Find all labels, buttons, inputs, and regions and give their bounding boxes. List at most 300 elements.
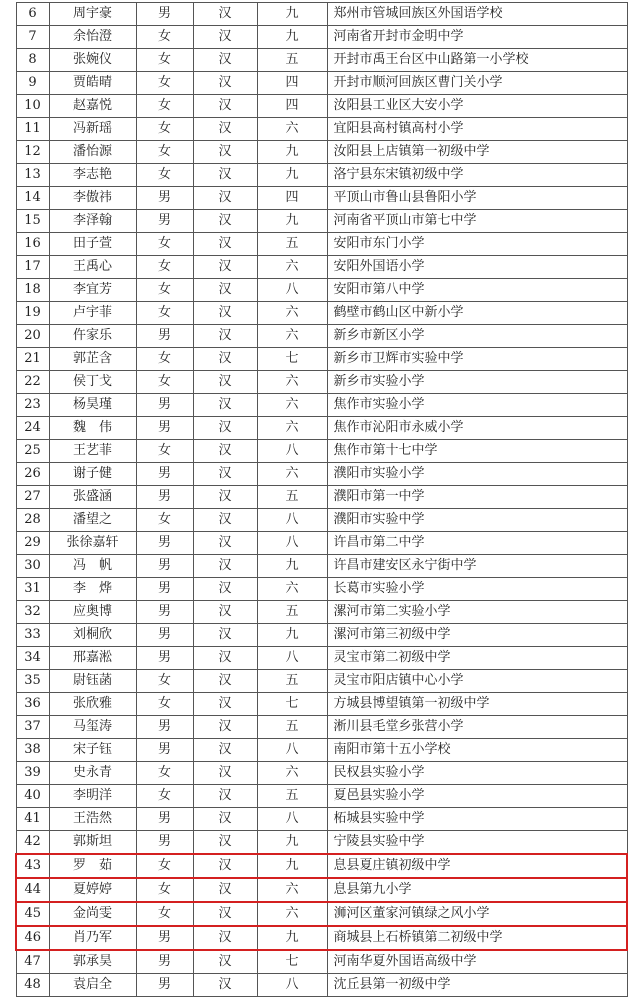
row-number-cell: 31 [16,578,49,601]
grade-cell: 六 [257,417,327,440]
row-number-cell: 11 [16,118,49,141]
gender-cell: 男 [136,974,193,997]
ethnicity-cell: 汉 [193,762,257,785]
table-row-highlighted [16,902,627,926]
gender-cell: 女 [136,279,193,302]
row-number-cell: 20 [16,325,49,348]
student-name-cell: 肖乃军 [49,926,136,950]
ethnicity-cell: 汉 [193,463,257,486]
student-name-cell: 应奥博 [49,601,136,624]
table-row [16,831,627,855]
grade-cell: 五 [257,486,327,509]
ethnicity-cell: 汉 [193,486,257,509]
student-name-cell: 魏 伟 [49,417,136,440]
grade-cell: 九 [257,555,327,578]
gender-cell: 女 [136,854,193,878]
student-name-cell: 郭斯坦 [49,831,136,855]
gender-cell: 女 [136,670,193,693]
ethnicity-cell: 汉 [193,279,257,302]
grade-cell: 五 [257,233,327,256]
table-row [16,302,627,325]
school-name-cell: 濮阳市第一中学 [327,486,627,509]
row-number-cell: 40 [16,785,49,808]
ethnicity-cell: 汉 [193,716,257,739]
student-name-cell: 李志艳 [49,164,136,187]
table-row [16,3,627,26]
student-name-cell: 夏婷婷 [49,878,136,902]
gender-cell: 女 [136,762,193,785]
table-row-highlighted [16,878,627,902]
row-number-cell: 35 [16,670,49,693]
row-number-cell: 22 [16,371,49,394]
row-number-cell: 15 [16,210,49,233]
ethnicity-cell: 汉 [193,210,257,233]
gender-cell: 女 [136,141,193,164]
ethnicity-cell: 汉 [193,902,257,926]
school-name-cell: 安阳市第八中学 [327,279,627,302]
grade-cell: 四 [257,95,327,118]
grade-cell: 九 [257,141,327,164]
grade-cell: 六 [257,878,327,902]
ethnicity-cell: 汉 [193,417,257,440]
school-name-cell: 沈丘县第一初级中学 [327,974,627,997]
gender-cell: 男 [136,417,193,440]
row-number-cell: 18 [16,279,49,302]
school-name-cell: 南阳市第十五小学校 [327,739,627,762]
student-name-cell: 刘桐欣 [49,624,136,647]
student-name-cell: 王艺菲 [49,440,136,463]
ethnicity-cell: 汉 [193,578,257,601]
table-row [16,808,627,831]
student-name-cell: 冯新瑶 [49,118,136,141]
student-name-cell: 王浩然 [49,808,136,831]
ethnicity-cell: 汉 [193,831,257,855]
gender-cell: 女 [136,49,193,72]
school-name-cell: 濮阳市实验小学 [327,463,627,486]
row-number-cell: 45 [16,902,49,926]
school-name-cell: 息县夏庄镇初级中学 [327,854,627,878]
school-name-cell: 宁陵县实验中学 [327,831,627,855]
grade-cell: 六 [257,762,327,785]
grade-cell: 六 [257,902,327,926]
row-number-cell: 32 [16,601,49,624]
roster-body [16,3,627,997]
ethnicity-cell: 汉 [193,394,257,417]
ethnicity-cell: 汉 [193,72,257,95]
school-name-cell: 民权县实验小学 [327,762,627,785]
student-name-cell: 张盛涵 [49,486,136,509]
row-number-cell: 30 [16,555,49,578]
ethnicity-cell: 汉 [193,49,257,72]
school-name-cell: 濮阳市实验中学 [327,509,627,532]
school-name-cell: 新乡市实验小学 [327,371,627,394]
student-name-cell: 张婉仪 [49,49,136,72]
table-row-highlighted [16,926,627,950]
gender-cell: 女 [136,256,193,279]
grade-cell: 四 [257,72,327,95]
student-name-cell: 李宜芳 [49,279,136,302]
table-row [16,555,627,578]
grade-cell: 九 [257,831,327,855]
gender-cell: 女 [136,233,193,256]
table-row [16,463,627,486]
grade-cell: 九 [257,164,327,187]
school-name-cell: 浉河区董家河镇绿之风小学 [327,902,627,926]
gender-cell: 男 [136,601,193,624]
ethnicity-cell: 汉 [193,95,257,118]
ethnicity-cell: 汉 [193,854,257,878]
table-row [16,256,627,279]
school-name-cell: 河南省开封市金明中学 [327,26,627,49]
school-name-cell: 漯河市第三初级中学 [327,624,627,647]
ethnicity-cell: 汉 [193,325,257,348]
ethnicity-cell: 汉 [193,26,257,49]
student-name-cell: 马玺涛 [49,716,136,739]
grade-cell: 八 [257,279,327,302]
ethnicity-cell: 汉 [193,118,257,141]
gender-cell: 女 [136,440,193,463]
table-row [16,624,627,647]
table-row [16,371,627,394]
student-name-cell: 贾皓晴 [49,72,136,95]
student-name-cell: 尉钰菡 [49,670,136,693]
gender-cell: 男 [136,739,193,762]
table-row [16,118,627,141]
table-row [16,26,627,49]
gender-cell: 男 [136,950,193,974]
ethnicity-cell: 汉 [193,555,257,578]
grade-cell: 五 [257,670,327,693]
grade-cell: 五 [257,785,327,808]
school-name-cell: 开封市禹王台区中山路第一小学校 [327,49,627,72]
grade-cell: 九 [257,210,327,233]
student-name-cell: 潘怡源 [49,141,136,164]
school-name-cell: 息县第九小学 [327,878,627,902]
grade-cell: 八 [257,509,327,532]
row-number-cell: 34 [16,647,49,670]
ethnicity-cell: 汉 [193,785,257,808]
row-number-cell: 33 [16,624,49,647]
grade-cell: 九 [257,624,327,647]
student-name-cell: 仵家乐 [49,325,136,348]
row-number-cell: 17 [16,256,49,279]
student-name-cell: 郭承昊 [49,950,136,974]
gender-cell: 男 [136,647,193,670]
student-name-cell: 王禹心 [49,256,136,279]
row-number-cell: 48 [16,974,49,997]
grade-cell: 八 [257,974,327,997]
school-name-cell: 鹤壁市鹤山区中新小学 [327,302,627,325]
row-number-cell: 36 [16,693,49,716]
school-name-cell: 宜阳县高村镇高村小学 [327,118,627,141]
ethnicity-cell: 汉 [193,693,257,716]
student-name-cell: 赵嘉悦 [49,95,136,118]
grade-cell: 六 [257,371,327,394]
ethnicity-cell: 汉 [193,440,257,463]
school-name-cell: 灵宝市阳店镇中心小学 [327,670,627,693]
row-number-cell: 27 [16,486,49,509]
row-number-cell: 37 [16,716,49,739]
student-name-cell: 金尚雯 [49,902,136,926]
gender-cell: 女 [136,26,193,49]
student-name-cell: 张徐嘉轩 [49,532,136,555]
row-number-cell: 42 [16,831,49,855]
school-name-cell: 安阳市东门小学 [327,233,627,256]
row-number-cell: 16 [16,233,49,256]
grade-cell: 四 [257,187,327,210]
table-row [16,233,627,256]
table-row [16,417,627,440]
table-row [16,716,627,739]
row-number-cell: 24 [16,417,49,440]
school-name-cell: 焦作市沁阳市永威小学 [327,417,627,440]
gender-cell: 男 [136,394,193,417]
grade-cell: 七 [257,950,327,974]
student-name-cell: 田子萱 [49,233,136,256]
ethnicity-cell: 汉 [193,233,257,256]
row-number-cell: 8 [16,49,49,72]
school-name-cell: 许昌市第二中学 [327,532,627,555]
row-number-cell: 25 [16,440,49,463]
student-name-cell: 邢嘉淞 [49,647,136,670]
table-row [16,532,627,555]
ethnicity-cell: 汉 [193,141,257,164]
table-row [16,950,627,974]
grade-cell: 九 [257,3,327,26]
school-name-cell: 漯河市第二实验小学 [327,601,627,624]
school-name-cell: 夏邑县实验小学 [327,785,627,808]
school-name-cell: 商城县上石桥镇第二初级中学 [327,926,627,950]
ethnicity-cell: 汉 [193,974,257,997]
gender-cell: 男 [136,831,193,855]
student-name-cell: 余怡澄 [49,26,136,49]
gender-cell: 女 [136,95,193,118]
ethnicity-cell: 汉 [193,670,257,693]
student-name-cell: 郭芷含 [49,348,136,371]
grade-cell: 五 [257,716,327,739]
table-row [16,762,627,785]
school-name-cell: 汝阳县工业区大安小学 [327,95,627,118]
row-number-cell: 29 [16,532,49,555]
school-name-cell: 洛宁县东宋镇初级中学 [327,164,627,187]
gender-cell: 男 [136,187,193,210]
student-name-cell: 罗 茹 [49,854,136,878]
school-name-cell: 开封市顺河回族区曹门关小学 [327,72,627,95]
gender-cell: 男 [136,555,193,578]
school-name-cell: 长葛市实验小学 [327,578,627,601]
gender-cell: 女 [136,72,193,95]
gender-cell: 男 [136,3,193,26]
student-name-cell: 谢子健 [49,463,136,486]
student-name-cell: 卢宇菲 [49,302,136,325]
gender-cell: 男 [136,532,193,555]
gender-cell: 女 [136,902,193,926]
grade-cell: 八 [257,532,327,555]
gender-cell: 男 [136,486,193,509]
student-name-cell: 侯丁戈 [49,371,136,394]
grade-cell: 六 [257,394,327,417]
table-row [16,141,627,164]
school-name-cell: 方城县博望镇第一初级中学 [327,693,627,716]
gender-cell: 男 [136,578,193,601]
grade-cell: 六 [257,463,327,486]
ethnicity-cell: 汉 [193,509,257,532]
ethnicity-cell: 汉 [193,3,257,26]
row-number-cell: 47 [16,950,49,974]
gender-cell: 女 [136,348,193,371]
row-number-cell: 39 [16,762,49,785]
row-number-cell: 14 [16,187,49,210]
ethnicity-cell: 汉 [193,187,257,210]
school-name-cell: 柘城县实验中学 [327,808,627,831]
ethnicity-cell: 汉 [193,739,257,762]
table-row [16,578,627,601]
row-number-cell: 9 [16,72,49,95]
table-row [16,440,627,463]
row-number-cell: 41 [16,808,49,831]
grade-cell: 七 [257,348,327,371]
school-name-cell: 许昌市建安区永宁街中学 [327,555,627,578]
student-name-cell: 李傲祎 [49,187,136,210]
grade-cell: 九 [257,26,327,49]
table-row [16,693,627,716]
row-number-cell: 6 [16,3,49,26]
gender-cell: 男 [136,210,193,233]
ethnicity-cell: 汉 [193,164,257,187]
gender-cell: 男 [136,716,193,739]
table-row [16,647,627,670]
ethnicity-cell: 汉 [193,532,257,555]
school-name-cell: 新乡市卫辉市实验中学 [327,348,627,371]
row-number-cell: 28 [16,509,49,532]
grade-cell: 八 [257,808,327,831]
table-row [16,210,627,233]
row-number-cell: 43 [16,854,49,878]
table-row-highlighted [16,854,627,878]
table-row [16,49,627,72]
ethnicity-cell: 汉 [193,348,257,371]
table-row [16,670,627,693]
student-name-cell: 李明洋 [49,785,136,808]
school-name-cell: 新乡市新区小学 [327,325,627,348]
grade-cell: 六 [257,118,327,141]
table-row [16,785,627,808]
grade-cell: 八 [257,647,327,670]
gender-cell: 女 [136,878,193,902]
table-row [16,486,627,509]
grade-cell: 六 [257,256,327,279]
ethnicity-cell: 汉 [193,808,257,831]
gender-cell: 女 [136,509,193,532]
student-name-cell: 李泽翰 [49,210,136,233]
table-row [16,95,627,118]
student-name-cell: 张欣雅 [49,693,136,716]
table-row [16,601,627,624]
grade-cell: 九 [257,854,327,878]
gender-cell: 男 [136,926,193,950]
student-name-cell: 周宇豪 [49,3,136,26]
school-name-cell: 河南省平顶山市第七中学 [327,210,627,233]
gender-cell: 女 [136,693,193,716]
grade-cell: 五 [257,601,327,624]
gender-cell: 女 [136,302,193,325]
gender-cell: 男 [136,624,193,647]
ethnicity-cell: 汉 [193,950,257,974]
ethnicity-cell: 汉 [193,302,257,325]
school-name-cell: 灵宝市第二初级中学 [327,647,627,670]
row-number-cell: 21 [16,348,49,371]
row-number-cell: 46 [16,926,49,950]
row-number-cell: 44 [16,878,49,902]
table-row [16,325,627,348]
grade-cell: 八 [257,739,327,762]
ethnicity-cell: 汉 [193,371,257,394]
student-name-cell: 杨昊瑾 [49,394,136,417]
row-number-cell: 12 [16,141,49,164]
school-name-cell: 淅川县毛堂乡张营小学 [327,716,627,739]
school-name-cell: 安阳外国语小学 [327,256,627,279]
ethnicity-cell: 汉 [193,647,257,670]
ethnicity-cell: 汉 [193,926,257,950]
school-name-cell: 焦作市第十七中学 [327,440,627,463]
gender-cell: 男 [136,325,193,348]
table-row [16,739,627,762]
table-row [16,72,627,95]
school-name-cell: 汝阳县上店镇第一初级中学 [327,141,627,164]
ethnicity-cell: 汉 [193,878,257,902]
row-number-cell: 10 [16,95,49,118]
row-number-cell: 13 [16,164,49,187]
grade-cell: 五 [257,49,327,72]
table-row [16,279,627,302]
school-name-cell: 河南华夏外国语高级中学 [327,950,627,974]
row-number-cell: 19 [16,302,49,325]
grade-cell: 六 [257,325,327,348]
gender-cell: 女 [136,785,193,808]
gender-cell: 男 [136,463,193,486]
student-name-cell: 史永青 [49,762,136,785]
grade-cell: 八 [257,440,327,463]
gender-cell: 女 [136,118,193,141]
ethnicity-cell: 汉 [193,256,257,279]
ethnicity-cell: 汉 [193,601,257,624]
gender-cell: 女 [136,164,193,187]
row-number-cell: 23 [16,394,49,417]
grade-cell: 六 [257,302,327,325]
student-name-cell: 潘望之 [49,509,136,532]
table-row [16,187,627,210]
school-name-cell: 郑州市管城回族区外国语学校 [327,3,627,26]
table-row [16,509,627,532]
ethnicity-cell: 汉 [193,624,257,647]
gender-cell: 男 [136,808,193,831]
table-row [16,974,627,997]
student-name-cell: 冯 帆 [49,555,136,578]
school-name-cell: 焦作市实验小学 [327,394,627,417]
table-row [16,394,627,417]
grade-cell: 六 [257,578,327,601]
table-row [16,164,627,187]
row-number-cell: 38 [16,739,49,762]
student-name-cell: 袁启全 [49,974,136,997]
table-row [16,348,627,371]
school-name-cell: 平顶山市鲁山县鲁阳小学 [327,187,627,210]
student-name-cell: 李 烨 [49,578,136,601]
row-number-cell: 7 [16,26,49,49]
grade-cell: 九 [257,926,327,950]
gender-cell: 女 [136,371,193,394]
student-roster-table [15,2,628,997]
